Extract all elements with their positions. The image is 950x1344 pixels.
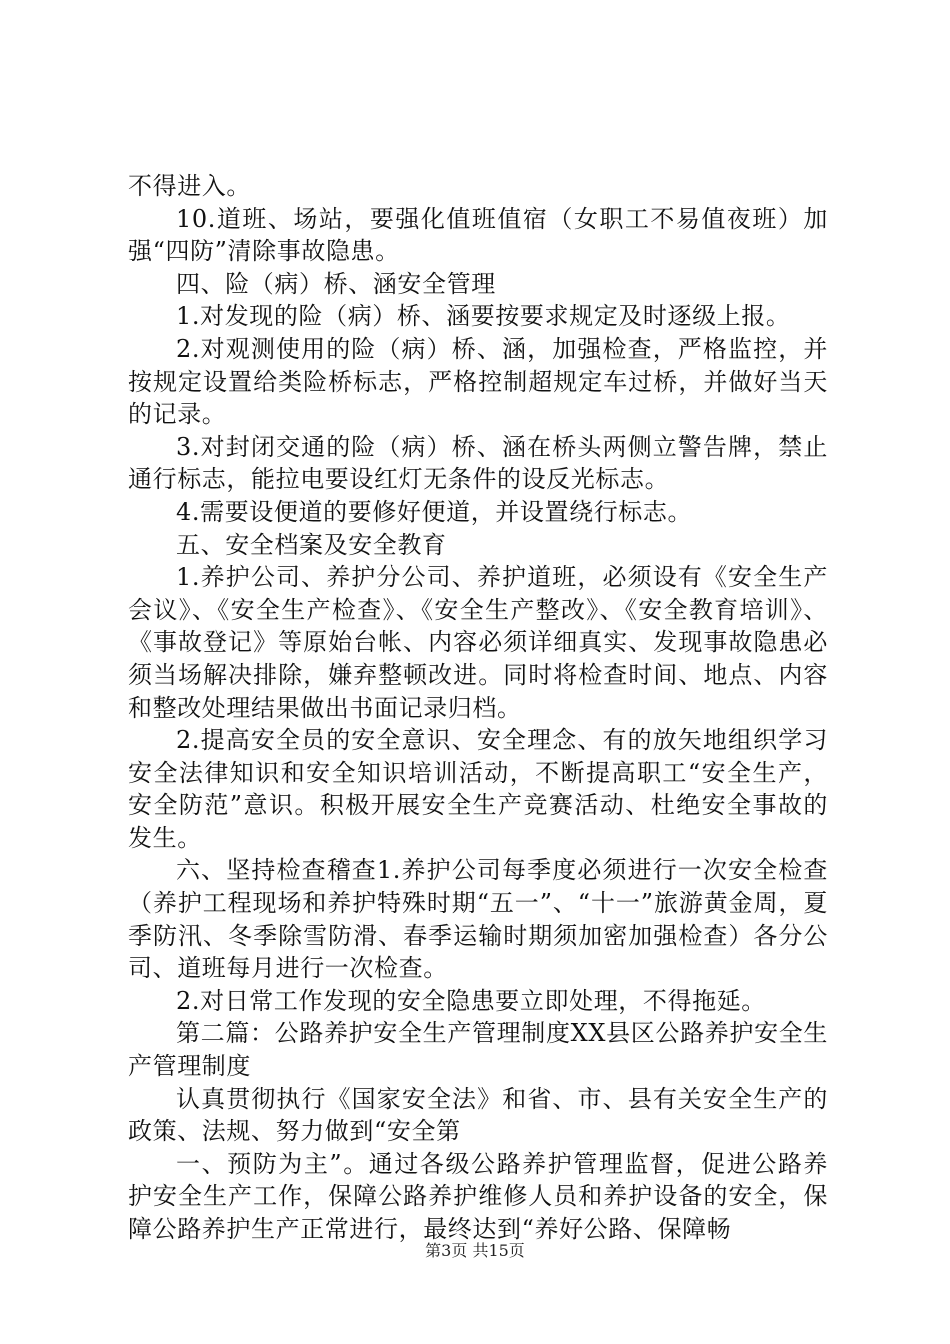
section-heading: 四、险（病）桥、涵安全管理 bbox=[176, 269, 496, 298]
paragraph: 10.道班、场站，要强化值班值宿（女职工不易值夜班）加强“四防”清除事故隐患。 bbox=[128, 204, 828, 266]
page-number-footer: 第3页 共15页 bbox=[425, 1241, 525, 1260]
paragraph: 不得进入。 bbox=[128, 172, 251, 200]
paragraph: 2.提高安全员的安全意识、安全理念、有的放矢地组织学习安全法律知识和安全知识培训活动，不断提高职工“安全生产，安全防范”意识。积极开展安全生产竞赛活动、杜绝安全事故的发生。 bbox=[128, 726, 828, 852]
section-heading: 五、安全档案及安全教育 bbox=[176, 530, 447, 559]
paragraph: 2.对日常工作发现的安全隐患要立即处理，不得拖延。 bbox=[176, 986, 766, 1015]
paragraph: 4.需要设便道的要修好便道，并设置绕行标志。 bbox=[176, 497, 693, 526]
document-body bbox=[128, 170, 828, 1246]
paragraph: 3.对封闭交通的险（病）桥、涵在桥头两侧立警告牌，禁止通行标志，能拉电要设红灯无条件的设反光标志。 bbox=[128, 432, 828, 494]
paragraph: 一、预防为主”。通过各级公路养护管理监督，促进公路养护安全生产工作，保障公路养护维修人员和养护设备的安全，保障公路养护生产正常进行，最终达到“养好公路、保障畅 bbox=[128, 1149, 828, 1243]
paragraph: 六、坚持检查稽查1.养护公司每季度必须进行一次安全检查（养护工程现场和养护特殊时期“五一”、“十一”旅游黄金周，夏季防汛、冬季除雪防滑、春季运输时期须加密加强检查）各分公司、道班每月进行一次检查。 bbox=[128, 856, 828, 983]
paragraph: 1.对发现的险（病）桥、涵要按要求规定及时逐级上报。 bbox=[176, 302, 791, 331]
chapter-heading: 第二篇：公路养护安全生产管理制度XX县区公路养护安全生产管理制度 bbox=[128, 1019, 828, 1081]
paragraph: 2.对观测使用的险（病）桥、涵，加强检查，严格监控，并按规定设置给类险桥标志，严格控制超规定车过桥，并做好当天的记录。 bbox=[128, 334, 828, 429]
paragraph: 1.养护公司、养护分公司、养护道班，必须设有《安全生产会议》、《安全生产检查》、《安全生产整改》、《安全教育培训》、《事故登记》等原始台帐、内容必须详细真实、发现事故隐患必须当场解决排除，嫌弃整顿改进。同时将检查时间、地点、内容和整改处理结果做出书面记录归档。 bbox=[128, 563, 828, 722]
paragraph: 认真贯彻执行《国家安全法》和省、市、县有关安全生产的政策、法规、努力做到“安全第 bbox=[128, 1084, 828, 1146]
